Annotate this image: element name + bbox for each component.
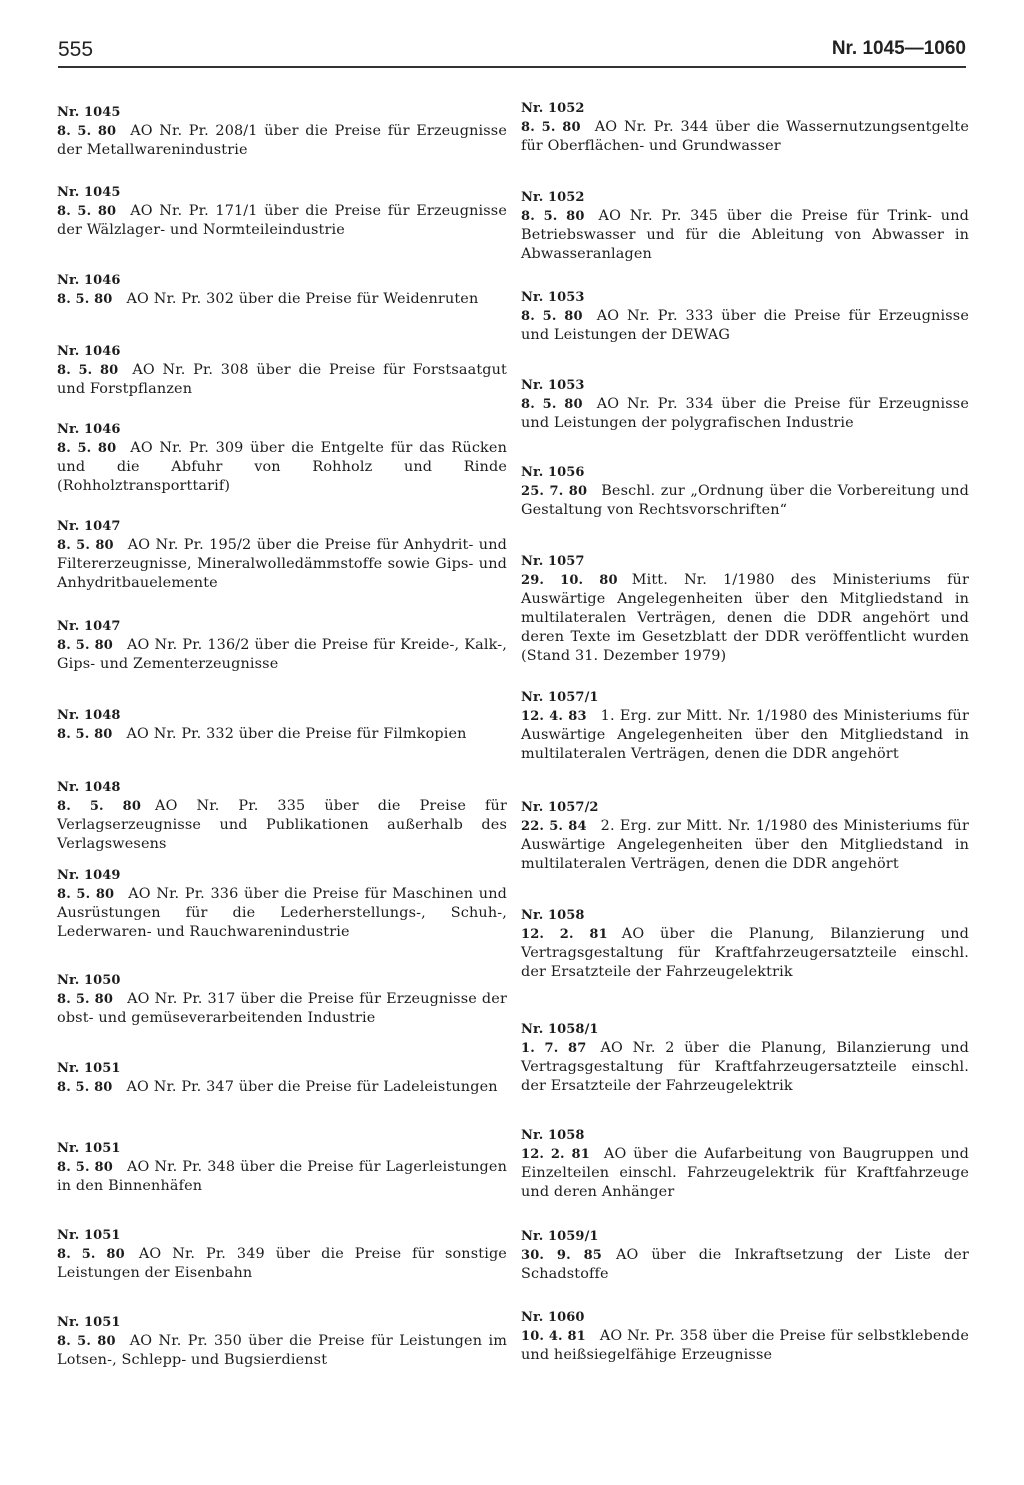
list-item <box>57 779 507 854</box>
entry-description: Beschl. zur „Ordnung über die Vorbereitung und Gestaltung von Rechtsvorschriften“ <box>521 483 969 518</box>
entry-description: AO Nr. Pr. 208/1 über die Preise für Erzeugnisse der Metallwarenindustrie <box>57 123 507 158</box>
entry-description: 2. Erg. zur Mitt. Nr. 1/1980 des Ministeriums für Auswärtige Angelegenheiten über den Mitgliedstand in multilateralen Verträgen, denen die DDR angehört <box>521 818 969 872</box>
entry-date: 29. 10. 80 <box>521 573 618 588</box>
entry-date: 25. 7. 80 <box>521 484 588 499</box>
entry-date: 8. 5. 80 <box>57 538 114 553</box>
list-item <box>521 189 969 264</box>
entry-description: AO Nr. Pr. 309 über die Entgelte für das Rücken und die Abfuhr von Rohholz und Rinde (Rohholztransporttarif) <box>57 440 507 494</box>
entry-number: Nr. 1058/1 <box>521 1022 599 1037</box>
list-item <box>57 707 507 744</box>
list-item <box>57 518 507 593</box>
entry-description: AO Nr. Pr. 317 über die Preise für Erzeugnisse der obst- und gemüseverarbeitenden Industrie <box>57 991 507 1026</box>
entry-number: Nr. 1056 <box>521 465 585 480</box>
entry-description: AO Nr. Pr. 333 über die Preise für Erzeugnisse und Leistungen der DEWAG <box>521 308 969 343</box>
entry-number: Nr. 1051 <box>57 1228 121 1243</box>
entry-number: Nr. 1053 <box>521 378 585 393</box>
entry-description: AO Nr. Pr. 347 über die Preise für Ladeleistungen <box>126 1079 498 1095</box>
list-item <box>521 553 969 666</box>
list-item <box>521 377 969 433</box>
list-item <box>521 689 969 764</box>
entry-number: Nr. 1049 <box>57 868 121 883</box>
list-item <box>57 1227 507 1283</box>
entry-description: AO Nr. Pr. 349 über die Preise für sonstige Leistungen der Eisenbahn <box>57 1246 507 1281</box>
entry-number: Nr. 1047 <box>57 519 121 534</box>
entry-date: 8. 5. 80 <box>57 1334 116 1349</box>
entry-date: 8. 5. 80 <box>57 799 142 814</box>
entry-date: 8. 5. 80 <box>57 1247 125 1262</box>
entry-number: Nr. 1058 <box>521 1128 585 1143</box>
entry-date: 8. 5. 80 <box>57 887 115 902</box>
entry-number: Nr. 1048 <box>57 708 121 723</box>
entry-date: 8. 5. 80 <box>521 209 585 224</box>
entry-description: AO Nr. Pr. 308 über die Preise für Forstsaatgut und Forstpflanzen <box>57 362 507 397</box>
entry-description: AO Nr. Pr. 350 über die Preise für Leistungen im Lotsen-, Schlepp- und Bugsierdienst <box>57 1333 507 1368</box>
list-item <box>57 184 507 240</box>
entry-number: Nr. 1051 <box>57 1061 121 1076</box>
entry-description: AO Nr. Pr. 335 über die Preise für Verlagserzeugnisse und Publikationen außerhalb des Verlagswesens <box>57 798 507 852</box>
entry-date: 22. 5. 84 <box>521 819 587 834</box>
entry-number: Nr. 1058 <box>521 908 585 923</box>
list-item <box>521 1021 969 1096</box>
entry-description: AO Nr. Pr. 344 über die Wassernutzungsentgelte für Oberflächen- und Grundwasser <box>521 119 969 154</box>
entry-date: 8. 5. 80 <box>57 992 114 1007</box>
entry-date: 8. 5. 80 <box>521 309 583 324</box>
entry-date: 30. 9. 85 <box>521 1248 602 1263</box>
list-item <box>57 272 507 309</box>
list-item <box>521 100 969 156</box>
list-item <box>57 972 507 1028</box>
list-item <box>57 1060 507 1097</box>
entry-description: AO Nr. Pr. 171/1 über die Preise für Erzeugnisse der Wälzlager- und Normteileindustrie <box>57 203 507 238</box>
entry-description: AO über die Inkraftsetzung der Liste der Schadstoffe <box>521 1247 970 1282</box>
entry-date: 10. 4. 81 <box>521 1329 586 1344</box>
entry-description: AO Nr. Pr. 345 über die Preise für Trink- und Betriebswasser und für die Ableitung von Abwasser in Abwasseranlagen <box>521 208 969 262</box>
entry-description: AO Nr. Pr. 336 über die Preise für Maschinen und Ausrüstungen für die Lederherstellungs-, Schuh-, Lederwaren- und Rauchwarenindustrie <box>57 886 507 940</box>
entry-date: 8. 5. 80 <box>521 397 583 412</box>
entry-description: AO Nr. Pr. 334 über die Preise für Erzeugnisse und Leistungen der polygrafischen Industrie <box>521 396 969 431</box>
list-item <box>521 289 969 345</box>
entry-number: Nr. 1057 <box>521 554 585 569</box>
entry-number: Nr. 1053 <box>521 290 585 305</box>
list-item <box>57 1314 507 1370</box>
list-item <box>57 421 507 496</box>
entry-number: Nr. 1046 <box>57 344 121 359</box>
entry-date: 1. 7. 87 <box>521 1041 587 1056</box>
entry-number: Nr. 1052 <box>521 190 585 205</box>
entry-number: Nr. 1046 <box>57 273 121 288</box>
entry-description: AO Nr. Pr. 302 über die Preise für Weidenruten <box>126 291 479 307</box>
page-number: 555 <box>58 38 94 61</box>
entry-number: Nr. 1060 <box>521 1310 585 1325</box>
list-item <box>521 1127 969 1202</box>
entry-description: AO über die Aufarbeitung von Baugruppen und Einzelteilen einschl. Fahrzeugelektrik für Kraftfahrzeuge und deren Anhänger <box>521 1146 970 1200</box>
entry-number: Nr. 1059/1 <box>521 1229 599 1244</box>
list-item <box>521 1309 969 1365</box>
entry-description: AO Nr. Pr. 195/2 über die Preise für Anhydrit- und Filtererzeugnisse, Mineralwolledämmstoffe sowie Gips- und Anhydritbauelemente <box>57 537 507 591</box>
entry-date: 8. 5. 80 <box>57 204 117 219</box>
list-item <box>521 799 969 874</box>
entry-date: 8. 5. 80 <box>57 1080 113 1095</box>
entry-number: Nr. 1047 <box>57 619 121 634</box>
list-item <box>521 907 969 982</box>
entry-description: AO Nr. 2 über die Planung, Bilanzierung und Vertragsgestaltung für Kraftfahrzeugersatzteile einschl. der Ersatzteile der Fahrzeugelektrik <box>521 1040 969 1094</box>
header-rule <box>58 66 966 68</box>
entry-number: Nr. 1051 <box>57 1141 121 1156</box>
entry-date: 8. 5. 80 <box>57 292 113 307</box>
entry-description: AO Nr. Pr. 358 über die Preise für selbstklebende und heißsiegelfähige Erzeugnisse <box>521 1328 969 1363</box>
entry-number: Nr. 1048 <box>57 780 121 795</box>
page-header <box>58 38 966 72</box>
entry-date: 8. 5. 80 <box>57 727 113 742</box>
entry-number: Nr. 1057/2 <box>521 800 599 815</box>
entry-date: 8. 5. 80 <box>57 638 113 653</box>
entry-number: Nr. 1046 <box>57 422 121 437</box>
entry-description: AO über die Planung, Bilanzierung und Vertragsgestaltung für Kraftfahrzeugersatzteile einschl. der Ersatzteile der Fahrzeugelektrik <box>521 926 969 980</box>
entry-date: 8. 5. 80 <box>57 1160 113 1175</box>
list-item <box>57 343 507 399</box>
list-item <box>57 1140 507 1196</box>
entry-date: 8. 5. 80 <box>521 120 581 135</box>
entry-number: Nr. 1057/1 <box>521 690 599 705</box>
entry-number: Nr. 1045 <box>57 105 121 120</box>
entry-date: 12. 4. 83 <box>521 709 587 724</box>
entry-date: 12. 2. 81 <box>521 927 608 942</box>
list-item <box>521 1228 969 1284</box>
entry-number: Nr. 1045 <box>57 185 121 200</box>
entry-date: 8. 5. 80 <box>57 441 117 456</box>
entry-description: AO Nr. Pr. 332 über die Preise für Filmkopien <box>126 726 467 742</box>
list-item <box>57 867 507 942</box>
entry-description: AO Nr. Pr. 348 über die Preise für Lagerleistungen in den Binnenhäfen <box>57 1159 507 1194</box>
list-item <box>521 464 969 520</box>
entry-date: 8. 5. 80 <box>57 124 117 139</box>
entry-description: Mitt. Nr. 1/1980 des Ministeriums für Auswärtige Angelegenheiten über den Mitgliedstand in multilateralen Verträgen, denen die DDR angehört und deren Texte im Gesetzblatt der DDR veröffentlicht wurden (Stand 31. Dezember 1979) <box>521 572 969 664</box>
entry-number: Nr. 1052 <box>521 101 585 116</box>
entry-description: 1. Erg. zur Mitt. Nr. 1/1980 des Ministeriums für Auswärtige Angelegenheiten über den Mitgliedstand in multilateralen Verträgen, denen die DDR angehört <box>521 708 969 762</box>
entry-number: Nr. 1050 <box>57 973 121 988</box>
entry-description: AO Nr. Pr. 136/2 über die Preise für Kreide-, Kalk-, Gips- und Zementerzeugnisse <box>57 637 507 672</box>
entry-range: Nr. 1045—1060 <box>831 38 966 59</box>
entry-date: 12. 2. 81 <box>521 1147 590 1162</box>
list-item <box>57 104 507 160</box>
entry-date: 8. 5. 80 <box>57 363 119 378</box>
list-item <box>57 618 507 674</box>
entry-number: Nr. 1051 <box>57 1315 121 1330</box>
